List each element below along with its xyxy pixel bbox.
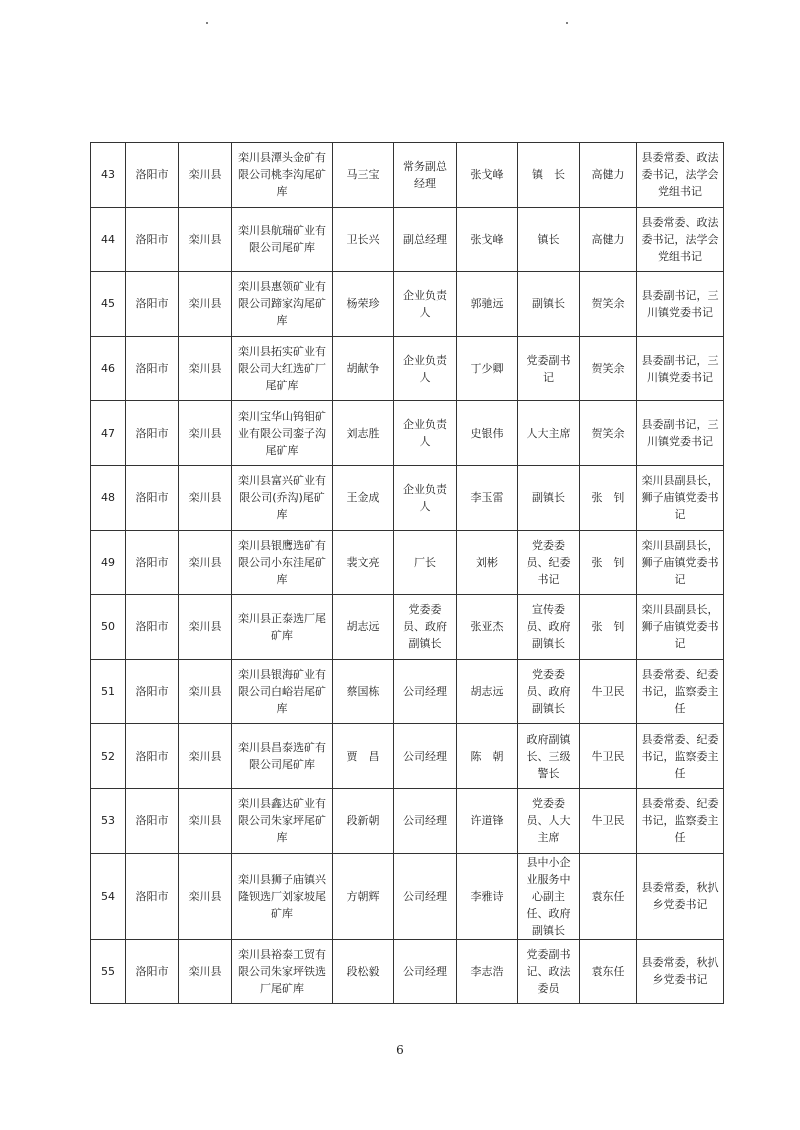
county-cell: 栾川县 (179, 788, 232, 853)
enterprise-manager-title-cell: 企业负责人 (394, 336, 457, 401)
tailings-pond-name-cell: 栾川县裕泰工贸有限公司朱家坪铁选厂尾矿库 (232, 939, 333, 1004)
city-cell: 洛阳市 (126, 595, 179, 660)
row-number-cell: 52 (91, 724, 126, 789)
county-official-title-cell: 栾川县副县长，狮子庙镇党委书记 (637, 530, 724, 595)
row-number-cell: 48 (91, 465, 126, 530)
row-number-cell: 47 (91, 401, 126, 466)
township-official-title-cell: 党委副书记、政法委员 (518, 939, 580, 1004)
table-row (91, 595, 724, 660)
township-official-cell: 李志浩 (457, 939, 518, 1004)
township-official-cell: 史银伟 (457, 401, 518, 466)
county-official-title-cell: 县委常委、纪委书记，监察委主任 (637, 724, 724, 789)
enterprise-manager-cell: 段新朝 (333, 788, 394, 853)
enterprise-manager-cell: 贾 昌 (333, 724, 394, 789)
enterprise-manager-title-cell: 公司经理 (394, 659, 457, 724)
city-cell: 洛阳市 (126, 853, 179, 939)
township-official-title-cell: 党委委员、纪委书记 (518, 530, 580, 595)
enterprise-manager-title-cell: 厂长 (394, 530, 457, 595)
county-official-title-cell: 县委副书记，三川镇党委书记 (637, 401, 724, 466)
row-number-cell: 45 (91, 272, 126, 337)
table-row (91, 272, 724, 337)
row-number-cell: 49 (91, 530, 126, 595)
tailings-pond-name-cell: 栾川县航瑞矿业有限公司尾矿库 (232, 207, 333, 272)
county-cell: 栾川县 (179, 207, 232, 272)
county-cell: 栾川县 (179, 853, 232, 939)
city-cell: 洛阳市 (126, 207, 179, 272)
enterprise-manager-title-cell: 企业负责人 (394, 272, 457, 337)
table-row (91, 143, 724, 208)
page-number: 6 (396, 1043, 404, 1057)
enterprise-manager-cell: 王金成 (333, 465, 394, 530)
township-official-title-cell: 宣传委员、政府副镇长 (518, 595, 580, 660)
township-official-title-cell: 县中小企业服务中心副主任、政府副镇长 (518, 853, 580, 939)
enterprise-manager-cell: 马三宝 (333, 143, 394, 208)
enterprise-manager-title-cell: 副总经理 (394, 207, 457, 272)
enterprise-manager-cell: 胡志远 (333, 595, 394, 660)
scan-speck (206, 22, 208, 24)
county-official-cell: 牛卫民 (580, 724, 637, 789)
city-cell: 洛阳市 (126, 401, 179, 466)
county-official-cell: 贺笑余 (580, 272, 637, 337)
row-number-cell: 53 (91, 788, 126, 853)
city-cell: 洛阳市 (126, 724, 179, 789)
table-row (91, 939, 724, 1004)
county-cell: 栾川县 (179, 272, 232, 337)
table-row (91, 853, 724, 939)
county-official-cell: 高健力 (580, 207, 637, 272)
township-official-title-cell: 副镇长 (518, 465, 580, 530)
county-cell: 栾川县 (179, 530, 232, 595)
tailings-pond-name-cell: 栾川县狮子庙镇兴隆钡选厂刘家坡尾矿库 (232, 853, 333, 939)
tailings-pond-name-cell: 栾川县银海矿业有限公司白峪岩尾矿库 (232, 659, 333, 724)
township-official-title-cell: 政府副镇长、三级警长 (518, 724, 580, 789)
row-number-cell: 44 (91, 207, 126, 272)
county-official-cell: 牛卫民 (580, 788, 637, 853)
county-official-cell: 张 钊 (580, 595, 637, 660)
table-row (91, 530, 724, 595)
county-cell: 栾川县 (179, 465, 232, 530)
enterprise-manager-title-cell: 党委委员、政府副镇长 (394, 595, 457, 660)
township-official-cell: 陈 朝 (457, 724, 518, 789)
county-official-cell: 张 钊 (580, 465, 637, 530)
enterprise-manager-cell: 裴文亮 (333, 530, 394, 595)
scan-speck (566, 22, 568, 24)
county-official-title-cell: 栾川县副县长，狮子庙镇党委书记 (637, 465, 724, 530)
tailings-pond-responsibility-table (90, 142, 724, 1004)
enterprise-manager-cell: 卫长兴 (333, 207, 394, 272)
tailings-pond-name-cell: 栾川县昌泰选矿有限公司尾矿库 (232, 724, 333, 789)
township-official-title-cell: 镇 长 (518, 143, 580, 208)
tailings-pond-name-cell: 栾川县潭头金矿有限公司桃李沟尾矿库 (232, 143, 333, 208)
county-cell: 栾川县 (179, 939, 232, 1004)
county-official-title-cell: 栾川县副县长，狮子庙镇党委书记 (637, 595, 724, 660)
table-row (91, 207, 724, 272)
county-official-title-cell: 县委常委，秋扒乡党委书记 (637, 939, 724, 1004)
enterprise-manager-title-cell: 公司经理 (394, 788, 457, 853)
county-official-title-cell: 县委常委、纪委书记，监察委主任 (637, 788, 724, 853)
enterprise-manager-cell: 蔡国栋 (333, 659, 394, 724)
table-row (91, 336, 724, 401)
county-official-title-cell: 县委常委、纪委书记，监察委主任 (637, 659, 724, 724)
township-official-title-cell: 人大主席 (518, 401, 580, 466)
city-cell: 洛阳市 (126, 530, 179, 595)
township-official-title-cell: 副镇长 (518, 272, 580, 337)
township-official-cell: 郭驰远 (457, 272, 518, 337)
township-official-title-cell: 党委委员、政府副镇长 (518, 659, 580, 724)
enterprise-manager-title-cell: 公司经理 (394, 939, 457, 1004)
township-official-cell: 张戈峰 (457, 207, 518, 272)
county-official-cell: 贺笑余 (580, 401, 637, 466)
county-official-title-cell: 县委常委、政法委书记，法学会党组书记 (637, 207, 724, 272)
city-cell: 洛阳市 (126, 939, 179, 1004)
township-official-title-cell: 镇长 (518, 207, 580, 272)
tailings-pond-name-cell: 栾川县银鹰选矿有限公司小东洼尾矿库 (232, 530, 333, 595)
township-official-cell: 许道锋 (457, 788, 518, 853)
county-cell: 栾川县 (179, 336, 232, 401)
enterprise-manager-cell: 胡献争 (333, 336, 394, 401)
county-official-cell: 高健力 (580, 143, 637, 208)
enterprise-manager-title-cell: 公司经理 (394, 724, 457, 789)
city-cell: 洛阳市 (126, 465, 179, 530)
city-cell: 洛阳市 (126, 659, 179, 724)
township-official-title-cell: 党委副书记 (518, 336, 580, 401)
enterprise-manager-cell: 方朝辉 (333, 853, 394, 939)
tailings-pond-name-cell: 栾川县惠领矿业有限公司蹄家沟尾矿库 (232, 272, 333, 337)
city-cell: 洛阳市 (126, 336, 179, 401)
row-number-cell: 55 (91, 939, 126, 1004)
county-cell: 栾川县 (179, 595, 232, 660)
row-number-cell: 43 (91, 143, 126, 208)
township-official-cell: 丁少卿 (457, 336, 518, 401)
enterprise-manager-cell: 段松毅 (333, 939, 394, 1004)
row-number-cell: 51 (91, 659, 126, 724)
county-official-cell: 袁东任 (580, 853, 637, 939)
county-cell: 栾川县 (179, 659, 232, 724)
enterprise-manager-cell: 刘志胜 (333, 401, 394, 466)
township-official-cell: 李玉雷 (457, 465, 518, 530)
table-row (91, 788, 724, 853)
city-cell: 洛阳市 (126, 143, 179, 208)
county-official-cell: 袁东任 (580, 939, 637, 1004)
row-number-cell: 54 (91, 853, 126, 939)
township-official-cell: 胡志远 (457, 659, 518, 724)
table-row (91, 401, 724, 466)
county-official-cell: 牛卫民 (580, 659, 637, 724)
tailings-pond-name-cell: 栾川县拓实矿业有限公司大红选矿厂尾矿库 (232, 336, 333, 401)
county-official-title-cell: 县委副书记，三川镇党委书记 (637, 336, 724, 401)
enterprise-manager-title-cell: 企业负责人 (394, 465, 457, 530)
county-official-title-cell: 县委常委，秋扒乡党委书记 (637, 853, 724, 939)
city-cell: 洛阳市 (126, 272, 179, 337)
table-row (91, 659, 724, 724)
township-official-cell: 张戈峰 (457, 143, 518, 208)
township-official-title-cell: 党委委员、人大主席 (518, 788, 580, 853)
county-cell: 栾川县 (179, 401, 232, 466)
enterprise-manager-title-cell: 常务副总经理 (394, 143, 457, 208)
county-official-cell: 张 钊 (580, 530, 637, 595)
table-row (91, 724, 724, 789)
tailings-pond-name-cell: 栾川宝华山钨钼矿业有限公司銮子沟尾矿库 (232, 401, 333, 466)
township-official-cell: 张亚杰 (457, 595, 518, 660)
tailings-pond-name-cell: 栾川县富兴矿业有限公司(乔沟)尾矿库 (232, 465, 333, 530)
county-official-title-cell: 县委副书记，三川镇党委书记 (637, 272, 724, 337)
enterprise-manager-cell: 杨荣珍 (333, 272, 394, 337)
county-official-title-cell: 县委常委、政法委书记，法学会党组书记 (637, 143, 724, 208)
county-cell: 栾川县 (179, 724, 232, 789)
tailings-pond-name-cell: 栾川县鑫达矿业有限公司朱家坪尾矿库 (232, 788, 333, 853)
city-cell: 洛阳市 (126, 788, 179, 853)
county-cell: 栾川县 (179, 143, 232, 208)
tailings-pond-name-cell: 栾川县正泰选厂尾矿库 (232, 595, 333, 660)
row-number-cell: 50 (91, 595, 126, 660)
enterprise-manager-title-cell: 企业负责人 (394, 401, 457, 466)
enterprise-manager-title-cell: 公司经理 (394, 853, 457, 939)
township-official-cell: 李雅诗 (457, 853, 518, 939)
table-row (91, 465, 724, 530)
county-official-cell: 贺笑余 (580, 336, 637, 401)
township-official-cell: 刘彬 (457, 530, 518, 595)
row-number-cell: 46 (91, 336, 126, 401)
